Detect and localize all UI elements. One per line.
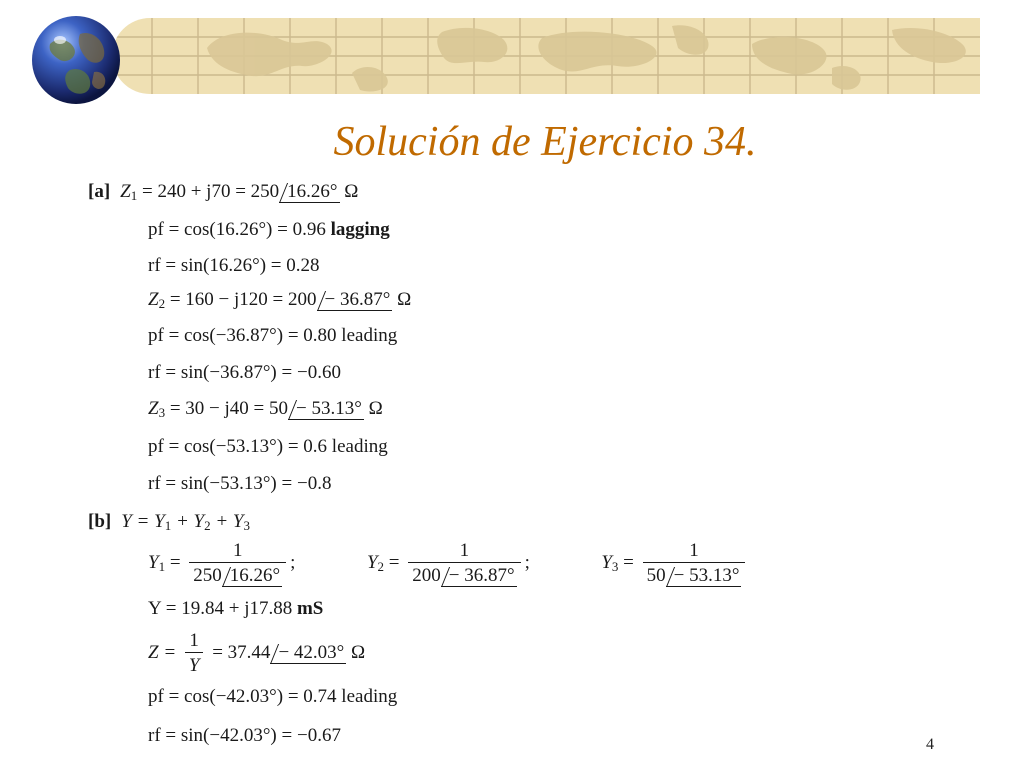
equation-z-total: Z = $\frac{1}{Y}$ = 37.44 − 42.03° Ω [148,630,366,676]
equation-rf3: rf = sin(−53.13°) = −0.8 [148,473,332,494]
fraction-y3: $\frac{1}{50 - 53.13^\circ}$ [643,540,746,587]
angle-notation: − 36.87° [317,291,393,311]
angle-notation: 16.26° [279,183,339,203]
equation-admittances: $Y_1$ = $\frac{1}{250 16.26^\circ}$ ; $Y_2$ = $\frac{1}{200 - 36.87^\circ}$ ; $Y_3$ = $\frac{1}{50 - 53.13^\circ}$ [148,540,749,587]
equation-rf1: rf = sin(16.26°) = 0.28 [148,255,320,276]
header-banner [112,18,980,94]
angle-notation: − 36.87° [441,567,517,587]
slide-title: Solución de Ejercicio 34. [333,119,757,165]
globe-icon [30,14,122,106]
part-b-label: [b] [88,511,112,532]
equation-y-sum: [b] $Y = Y_1 + Y_2 + Y_3$ [88,511,250,533]
equation-z1: [a] $Z_1 = 240 + j70 = 250$ 16.26° Ω [88,181,359,203]
angle-notation: 16.26° [222,567,282,587]
equation-pf1: pf = cos(16.26°) = 0.96 lagging [148,219,390,240]
equation-pf-total: pf = cos(−42.03°) = 0.74 leading [148,686,398,707]
equation-pf2: pf = cos(−36.87°) = 0.80 leading [148,325,398,346]
equation-y-total: Y = 19.84 + j17.88 mS [148,598,324,619]
equation-z3: $Z_3 = 30 - j40 = 50 - 53.13^\circ$ Ω [148,398,383,420]
part-a-label: [a] [88,181,111,202]
world-map-decoration [112,18,980,94]
fraction-z: $\frac{1}{Y}$ [185,630,204,677]
angle-notation: − 42.03° [270,644,346,664]
equation-rf-total: rf = sin(−42.03°) = −0.67 [148,725,341,746]
fraction-y1: $\frac{1}{250 16.26^\circ}$ [189,540,286,587]
angle-notation: − 53.13° [288,400,364,420]
equation-z2: $Z_2 = 160 - j120 = 200 - 36.87^\circ$ Ω [148,289,412,311]
angle-notation: − 53.13° [666,567,742,587]
fraction-y2: $\frac{1}{200 - 36.87^\circ}$ [408,540,520,587]
equation-rf2: rf = sin(−36.87°) = −0.60 [148,362,341,383]
page-number: 4 [926,736,934,753]
equation-pf3: pf = cos(−53.13°) = 0.6 leading [148,436,388,457]
